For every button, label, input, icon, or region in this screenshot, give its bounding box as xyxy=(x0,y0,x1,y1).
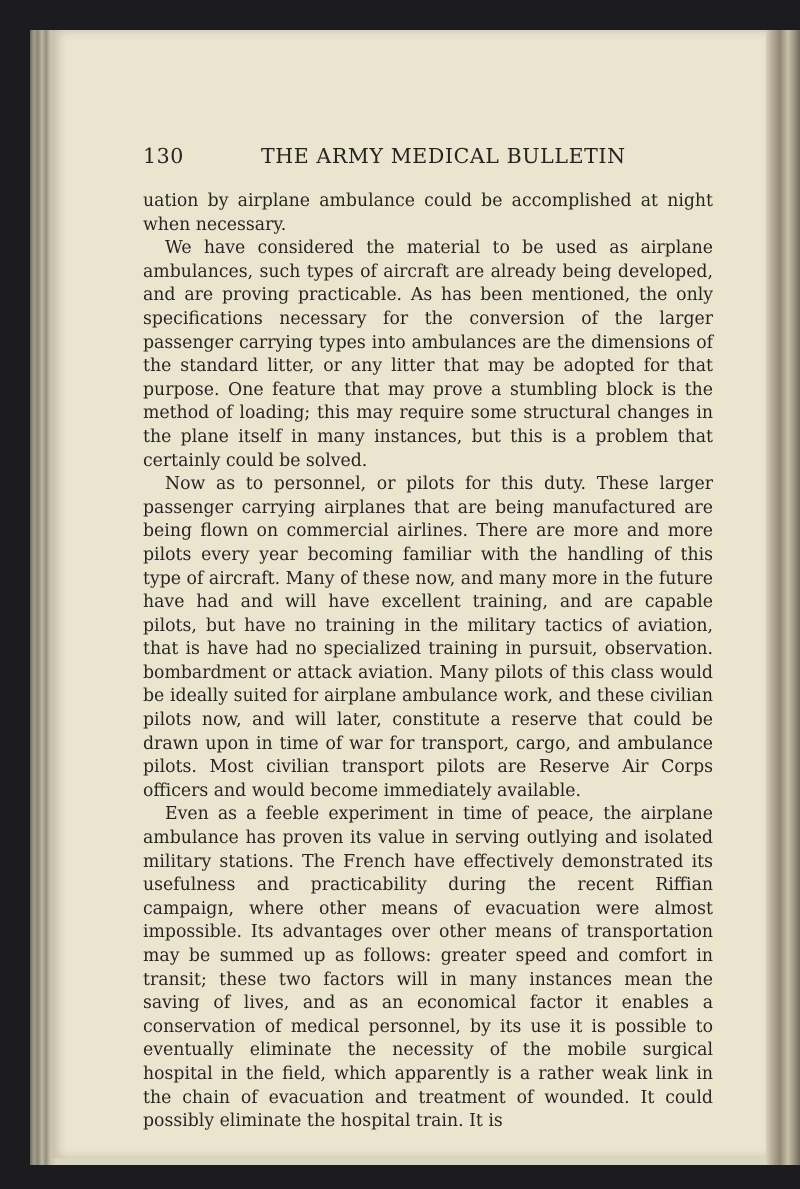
paragraph-advantages: Even as a feeble experiment in time of peace, the airplane ambulance has proven its value in serving outlying and isolated military stations. The French have effectively demonstrated its usefulness and practicability during the recent Riffian campaign, where other means of evacuation were almost impossible. Its advantages over other means of transportation may be summed up as follows: greater speed and comfort in transit; these two factors will in many instances mean the saving of lives, and as an economical factor it enables a conservation of medical personnel, by its use it is possible to eventually eliminate the necessity of the mobile surgical hospital in the field, which apparently is a rather weak link in the chain of evacuation and treatment of wounded. It could possibly eliminate the hospital train. It is xyxy=(143,804,713,1132)
body-text xyxy=(143,190,713,1134)
paragraph-material: We have considered the material to be used as airplane ambulances, such types of aircraft are already being developed, and are proving practicable. As has been mentioned, the only specifications necessary for the conversion of the larger passenger carrying types into ambulances are the dimensions of the standard litter, or any litter that may be adopted for that purpose. One feature that may prove a stumbling block is the method of loading; this may require some structural changes in the plane itself in many instances, but this is a problem that certainly could be solved. xyxy=(143,238,713,471)
book-spine-edge xyxy=(766,30,800,1165)
paragraph-personnel: Now as to personnel, or pilots for this duty. These larger passenger carrying airplanes that are being manufactured are being flown on commercial airlines. There are more and more pilots every year becoming familiar with the handling of this type of aircraft. Many of these now, and many more in the future have had and will have excellent training, and are capable pilots, but have no training in the military tactics of aviation, that is have had no specialized training in pursuit, observation. bombardment or attack aviation. Many pilots of this class would be ideally suited for airplane ambulance work, and these civilian pilots now, and will later, constitute a reserve that could be drawn upon in time of war for transport, cargo, and ambulance pilots. Most civilian transport pilots are Reserve Air Corps officers and would become immediately available. xyxy=(143,474,713,801)
page-header xyxy=(143,144,713,174)
running-title: THE ARMY MEDICAL BULLETIN xyxy=(261,144,626,168)
page-number: 130 xyxy=(143,144,184,168)
paragraph-continuation: uation by airplane ambulance could be accomplished at night when necessary. xyxy=(143,191,713,235)
